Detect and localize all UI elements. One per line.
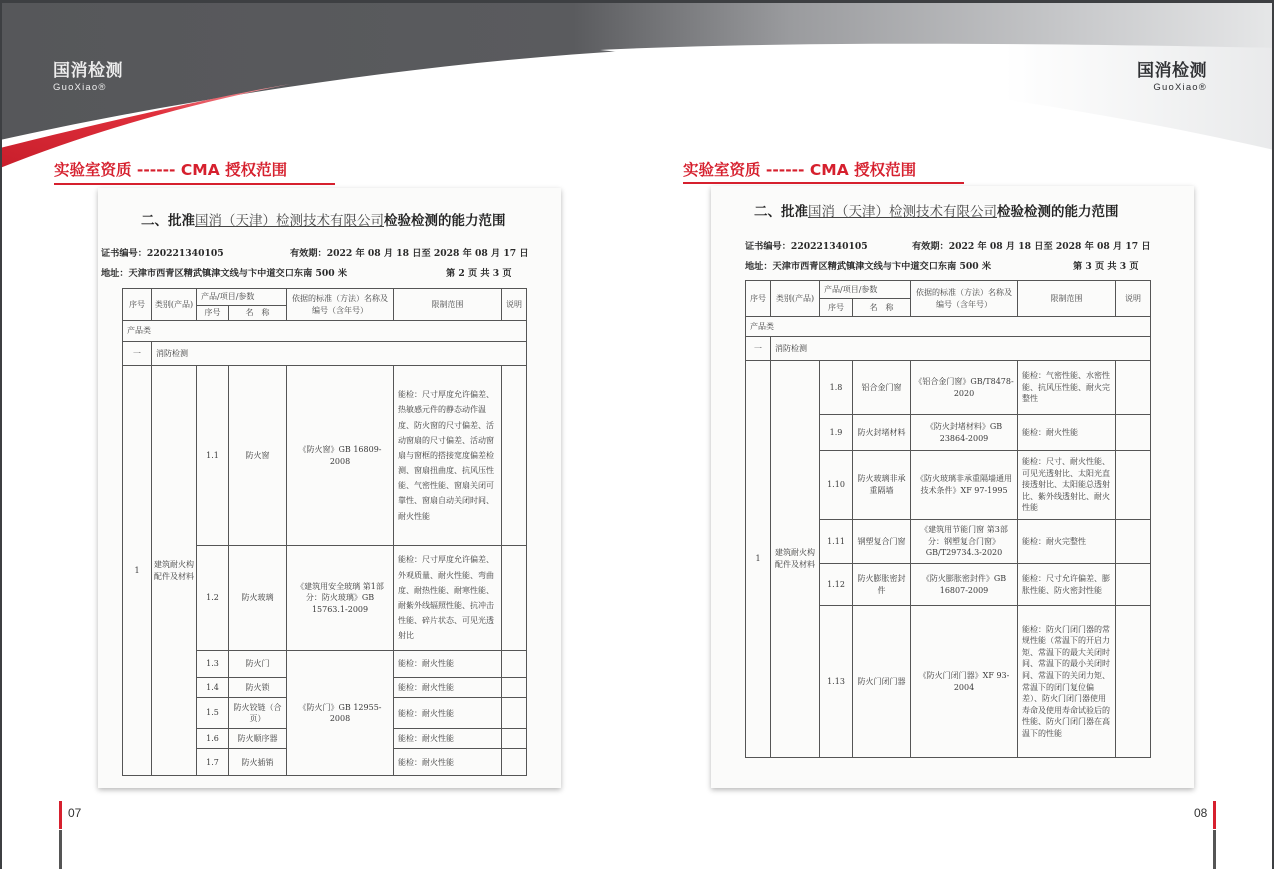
row-name: 防火铰链（合页） (229, 698, 287, 729)
page-number-right: 08 (1194, 806, 1208, 820)
row-note (502, 698, 527, 729)
row-name: 防火门闭门器 (853, 606, 911, 758)
row-sub-seq: 1.10 (820, 451, 853, 520)
row-limit: 能检：耐火性能 (394, 729, 502, 749)
row-standard: 《防火门闭门器》XF 93-2004 (911, 606, 1018, 758)
row-note (1116, 520, 1151, 564)
frame-left-edge (0, 0, 2, 869)
row-sub-seq: 1.13 (820, 606, 853, 758)
row-sub-seq: 1.5 (197, 698, 229, 729)
page-marker-red-bar (1213, 801, 1216, 829)
header-standard: 依据的标准（方法）名称及编号（含年号） (287, 289, 394, 321)
section-underline-right (683, 182, 964, 184)
page-number-left: 07 (68, 806, 82, 820)
header-limit: 限制范围 (1018, 281, 1116, 317)
header-sub-seq: 序号 (197, 306, 229, 321)
row-name: 防火封堵材料 (853, 415, 911, 451)
row-note (502, 546, 527, 651)
row-standard: 《建筑用节能门窗 第3部分：钢塑复合门窗》GB/T29734.3-2020 (911, 520, 1018, 564)
doc-title-suffix: 检验检测的能力范围 (384, 213, 506, 229)
page-marker-gray-bar (1213, 830, 1216, 869)
brand-logo-left (53, 56, 123, 93)
header-product-group: 产品/项目/参数 (820, 281, 911, 299)
row-sub-seq: 1.6 (197, 729, 229, 749)
row-name: 防火插销 (229, 749, 287, 776)
validity-period: 有效期：2022 年 08 月 18 日至 2028 年 08 月 17 日 (290, 248, 529, 259)
page-marker-red-bar (59, 801, 62, 829)
section-title-left: 实验室资质 ------ CMA 授权范围 (54, 161, 288, 179)
category-seq: 1 (746, 361, 771, 758)
row-limit: 能检：耐火完整性 (1018, 520, 1116, 564)
row-limit: 能检：气密性能、水密性能、抗风压性能、耐火完整性 (1018, 361, 1116, 415)
row-limit: 能检：耐火性能 (394, 678, 502, 698)
row-name: 铝合金门窗 (853, 361, 911, 415)
row-standard: 《防火封堵材料》GB 23864-2009 (911, 415, 1018, 451)
header-category: 类别(产品) (771, 281, 820, 317)
row-name: 防火门 (229, 651, 287, 678)
header-seq: 序号 (123, 289, 152, 321)
doc-title-prefix: 二、批准 (754, 204, 808, 220)
row-sub-seq: 1.1 (197, 366, 229, 546)
row-sub-seq: 1.11 (820, 520, 853, 564)
address: 地址：天津市西青区精武镇津文线与卞中道交口东南 500 米 (745, 261, 992, 272)
group-label: 消防检测 (771, 337, 1151, 361)
row-name: 防火玻璃 (229, 546, 287, 651)
header-seq: 序号 (746, 281, 771, 317)
row-limit: 能检：耐火性能 (394, 651, 502, 678)
row-standard: 《防火门》GB 12955-2008 (287, 651, 394, 776)
page-info: 第 2 页 共 3 页 (446, 268, 512, 279)
page-info: 第 3 页 共 3 页 (1073, 261, 1139, 272)
row-limit: 能检：耐火性能 (394, 749, 502, 776)
section-underline-left (54, 183, 335, 185)
brand-name-en: GuoXiao® (53, 82, 107, 93)
row-standard: 《建筑用安全玻璃 第1部分：防火玻璃》GB 15763.1-2009 (287, 546, 394, 651)
row-note (1116, 606, 1151, 758)
row-note (1116, 361, 1151, 415)
row-note (1116, 564, 1151, 606)
certificate-scan-page-2 (98, 188, 561, 788)
row-limit: 能检：尺寸厚度允许偏差、热敏感元件的静态动作温度、防火窗的尺寸偏差、活动窗扇的尺寸偏差、活动窗扇与窗框的搭接宽度偏差检测、窗扇扭曲度、抗风压性能、气密性能、窗扇关闭可靠性、窗扇自动关闭时间、耐火性能 (394, 366, 502, 546)
table-row (123, 366, 527, 546)
header-name: 名 称 (229, 306, 287, 321)
row-standard: 《防火窗》GB 16809-2008 (287, 366, 394, 546)
group-seq: 一 (746, 337, 771, 361)
brand-name-cn: 国消检测 (53, 61, 123, 81)
page-marker-gray-bar (59, 830, 62, 869)
row-limit: 能检：尺寸、耐火性能、可见光透射比、太阳光直接透射比、太阳能总透射比、紫外线透射比、耐火性能 (1018, 451, 1116, 520)
header-sub-seq: 序号 (820, 299, 853, 317)
row-sub-seq: 1.8 (820, 361, 853, 415)
header-product-group: 产品/项目/参数 (197, 289, 287, 306)
row-standard: 《铝合金门窗》GB/T8478-2020 (911, 361, 1018, 415)
certificate-number: 证书编号：220221340105 (745, 241, 868, 252)
category-label: 建筑耐火构配件及材料 (152, 366, 197, 776)
group-seq: 一 (123, 342, 152, 366)
row-sub-seq: 1.12 (820, 564, 853, 606)
header-category: 类别(产品) (152, 289, 197, 321)
section-row: 产品类 (123, 321, 527, 342)
doc-title-company: 国消（天津）检测技术有限公司 (808, 204, 997, 220)
certificate-scan-page-3 (711, 186, 1194, 788)
row-name: 防火膨胀密封件 (853, 564, 911, 606)
address: 地址：天津市西青区精武镇津文线与卞中道交口东南 500 米 (101, 268, 348, 279)
row-limit: 能检：耐火性能 (1018, 415, 1116, 451)
doc-title-suffix: 检验检测的能力范围 (997, 204, 1119, 220)
row-note (1116, 415, 1151, 451)
row-standard: 《防火膨胀密封件》GB 16807-2009 (911, 564, 1018, 606)
row-sub-seq: 1.2 (197, 546, 229, 651)
section-title-right: 实验室资质 ------ CMA 授权范围 (683, 161, 917, 179)
header-swoosh-graphic (0, 0, 1274, 170)
category-seq: 1 (123, 366, 152, 776)
brand-logo-right (1137, 56, 1207, 93)
row-note (502, 678, 527, 698)
row-sub-seq: 1.7 (197, 749, 229, 776)
doc-title-company: 国消（天津）检测技术有限公司 (195, 213, 384, 229)
certificate-number: 证书编号：220221340105 (101, 248, 224, 259)
brand-name-cn: 国消检测 (1137, 61, 1207, 81)
row-limit: 能检：尺寸厚度允许偏差、外观质量、耐火性能、弯曲度、耐热性能、耐寒性能、耐紫外线辐照性能、抗冲击性能、碎片状态、可见光透射比 (394, 546, 502, 651)
doc-title (141, 209, 506, 229)
category-label: 建筑耐火构配件及材料 (771, 361, 820, 758)
doc-title-prefix: 二、批准 (141, 213, 195, 229)
frame-top-edge (0, 0, 1274, 3)
scope-table (745, 280, 1151, 758)
row-limit: 能检：尺寸允许偏差、膨胀性能、防火密封性能 (1018, 564, 1116, 606)
row-note (502, 749, 527, 776)
row-name: 防火锁 (229, 678, 287, 698)
row-name: 防火窗 (229, 366, 287, 546)
doc-title (754, 200, 1119, 220)
row-note (1116, 451, 1151, 520)
row-sub-seq: 1.4 (197, 678, 229, 698)
header-limit: 限制范围 (394, 289, 502, 321)
header-name: 名 称 (853, 299, 911, 317)
group-label: 消防检测 (152, 342, 527, 366)
row-name: 防火顺序器 (229, 729, 287, 749)
table-row (746, 361, 1151, 415)
row-name: 钢塑复合门窗 (853, 520, 911, 564)
header-note: 说明 (502, 289, 527, 321)
row-sub-seq: 1.9 (820, 415, 853, 451)
row-sub-seq: 1.3 (197, 651, 229, 678)
row-limit: 能检：耐火性能 (394, 698, 502, 729)
section-row: 产品类 (746, 317, 1151, 337)
brand-name-en: GuoXiao® (1153, 82, 1207, 93)
row-note (502, 729, 527, 749)
header-standard: 依据的标准（方法）名称及编号（含年号） (911, 281, 1018, 317)
row-limit: 能检：防火门闭门器的常规性能（常温下的开启力矩、常温下的最大关闭时间、常温下的最小关闭时间、常温下的关闭力矩、常温下的闭门复位偏差）、防火门闭门器使用寿命及使用寿命试验后的性能、防火门闭门器在高温下的性能 (1018, 606, 1116, 758)
scope-table (122, 288, 527, 776)
row-standard: 《防火玻璃非承重隔墙通用技术条件》XF 97-1995 (911, 451, 1018, 520)
row-name: 防火玻璃非承重隔墙 (853, 451, 911, 520)
row-note (502, 651, 527, 678)
header-note: 说明 (1116, 281, 1151, 317)
row-note (502, 366, 527, 546)
validity-period: 有效期：2022 年 08 月 18 日至 2028 年 08 月 17 日 (912, 241, 1151, 252)
